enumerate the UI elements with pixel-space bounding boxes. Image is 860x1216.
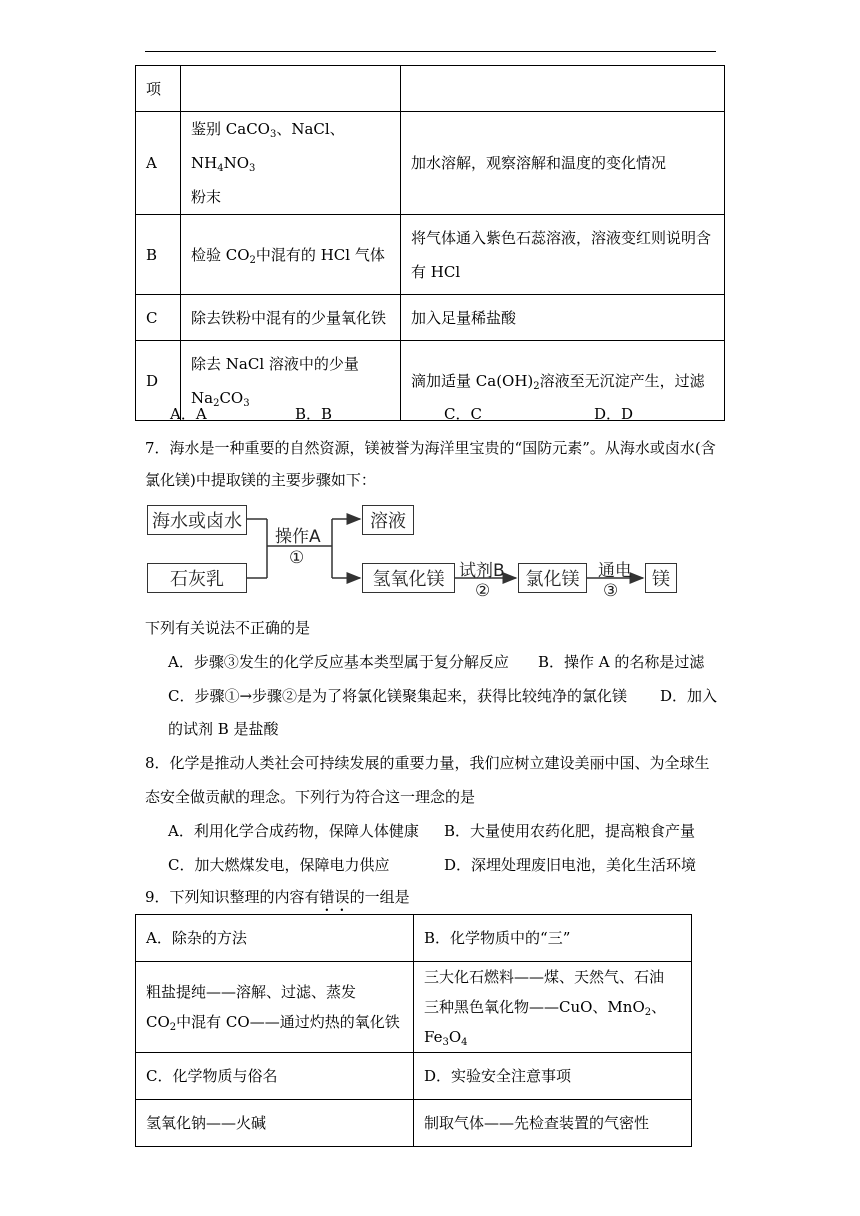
q7-option-b[interactable]: B．操作 A 的名称是过滤	[538, 653, 705, 671]
table-cell[interactable]: B．化学物质中的“三”	[414, 915, 692, 962]
table-cell: 滴加适量 $Ca(OH)_2$溶液至无沉淀产生，过滤	[401, 341, 725, 421]
step-2-label: ②	[475, 581, 491, 601]
q7-option-d[interactable]: D．加入	[660, 687, 718, 705]
solution-box: 溶液	[362, 505, 414, 535]
step-3-label: ③	[603, 581, 619, 601]
q7-stem: 7．海水是一种重要的自然资源，镁被誉为海洋里宝贵的“国防元素”。从海水或卤水(含	[145, 439, 716, 457]
table-cell: 加水溶解，观察溶解和温度的变化情况	[401, 112, 725, 215]
q6-option-c[interactable]: C．C	[444, 405, 482, 423]
table-cell[interactable]: D．实验安全注意事项	[414, 1053, 692, 1100]
table-cell	[136, 962, 414, 1053]
table-cell	[414, 962, 692, 1053]
magnesium-chloride-box: 氯化镁	[518, 563, 587, 593]
q7-option-a[interactable]: A．步骤③发生的化学反应基本类型属于复分解反应	[168, 653, 509, 671]
table-cell[interactable]: A．除杂的方法	[136, 915, 414, 962]
table-cell: C	[136, 295, 181, 341]
magnesium-hydroxide-box: 氢氧化镁	[362, 563, 455, 593]
q8-stem: 8．化学是推动人类社会可持续发展的重要力量，我们应树立建设美丽中国、为全球生	[145, 754, 710, 772]
q7-stem-cont: 氯化镁)中提取镁的主要步骤如下：	[145, 471, 376, 489]
cell-text: $Na_2CO_3$	[191, 388, 250, 409]
table-cell: D	[136, 341, 181, 421]
table-cell: 检验 $CO_2$中混有的 HCl 气体	[181, 215, 401, 295]
cell-text: 粗盐提纯——溶解、过滤、蒸发	[146, 983, 357, 1001]
q8-option-a[interactable]: A．利用化学合成药物，保障人体健康	[168, 822, 419, 840]
table-cell: 氢氧化钠——火碱	[136, 1100, 414, 1147]
q6-option-d[interactable]: D．D	[594, 405, 634, 423]
cell-text: 鉴别 CaCO$_3$、NaCl、$NH_4NO_3$	[191, 120, 345, 174]
table-row	[136, 915, 692, 962]
seawater-box: 海水或卤水	[147, 505, 247, 535]
magnesium-box: 镁	[645, 563, 677, 593]
q9-stem: 9．下列知识整理的内容有错误的一组是	[145, 888, 410, 906]
table-cell: A	[136, 112, 181, 215]
reagent-b-label: 试剂B	[459, 561, 505, 581]
q8-option-d[interactable]: D．深埋处理废旧电池，美化生活环境	[444, 856, 697, 874]
table-cell: 项	[136, 66, 181, 112]
q9-knowledge-table	[135, 914, 692, 1147]
q8-option-b[interactable]: B．大量使用农药化肥，提高粮食产量	[444, 822, 696, 840]
table-row	[136, 1100, 692, 1147]
cell-text: 粉末	[191, 188, 222, 206]
table-cell[interactable]: C．化学物质与俗名	[136, 1053, 414, 1100]
electrify-label: 通电	[598, 561, 632, 581]
q8-option-c[interactable]: C．加大燃煤发电，保障电力供应	[168, 856, 390, 874]
table-cell: 加入足量稀盐酸	[401, 295, 725, 341]
q7-option-c[interactable]: C．步骤①→步骤②是为了将氯化镁聚集起来，获得比较纯净的氯化镁	[168, 687, 628, 705]
q6-option-b[interactable]: B．B	[295, 405, 333, 423]
cell-text: 有 HCl	[411, 262, 461, 281]
emphasized-word: 错误	[319, 888, 350, 906]
q6-option-a[interactable]: A．A	[170, 405, 207, 423]
table-row	[136, 1053, 692, 1100]
table-row	[136, 962, 692, 1053]
cell-text: 除去 NaCl 溶液中的少量	[191, 354, 359, 373]
step-1-label: ①	[289, 548, 305, 568]
cell-text: 三种黑色氧化物——CuO、MnO$_2$、$Fe_3O_4$	[424, 998, 667, 1048]
operation-a-label: 操作A	[275, 527, 321, 547]
cell-text: 将气体通入紫色石蕊溶液，溶液变红则说明含	[411, 228, 712, 247]
lime-box: 石灰乳	[147, 563, 247, 593]
table-cell: 制取气体——先检查装置的气密性	[414, 1100, 692, 1147]
cell-text: $CO_2$中混有 CO——通过灼热的氧化铁	[146, 1013, 400, 1033]
table-cell: B	[136, 215, 181, 295]
table-cell: 除去铁粉中混有的少量氧化铁	[181, 295, 401, 341]
q7-option-d-cont: 的试剂 B 是盐酸	[168, 720, 279, 738]
q7-question: 下列有关说法不正确的是	[145, 619, 311, 637]
q8-stem-cont: 态安全做贡献的理念。下列行为符合这一理念的是	[145, 788, 476, 806]
cell-text: 三大化石燃料——煤、天然气、石油	[424, 968, 665, 986]
